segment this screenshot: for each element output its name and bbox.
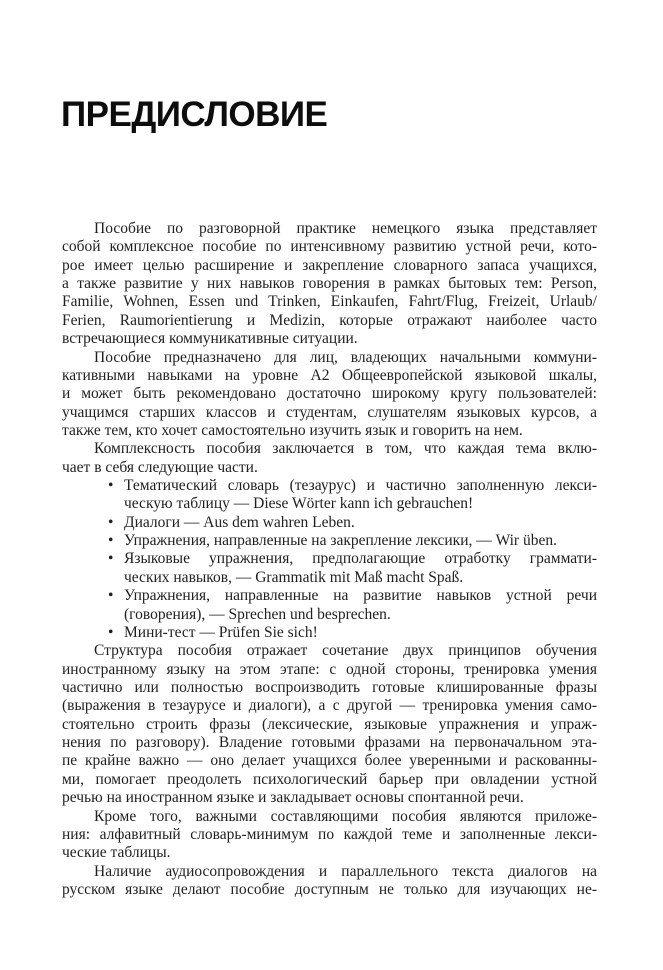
line-text: рое имеет целью расширение и закрепление словарного запаса учащихся, <box>62 256 597 274</box>
text-line <box>62 367 597 385</box>
bullet-item <box>62 532 597 550</box>
line-text: частично или полностью воспроизводить готовые клишированные фразы <box>62 678 597 696</box>
paragraph <box>62 642 597 807</box>
bullet-item <box>62 550 597 587</box>
line-text: нения по разговору). Владение готовыми фразами на первоначальном эта- <box>62 734 597 752</box>
line-text: Тематический словарь (тезаурус) и частично заполненную лекси- <box>124 477 597 495</box>
line-text: также тем, кто хочет самостоятельно изучить язык и говорить на нем. <box>62 421 523 439</box>
line-text: Мини-тест — Prüfen Sie sich! <box>124 623 318 641</box>
line-text: Пособие предназначено для лиц, владеющих начальными коммуни- <box>94 348 597 366</box>
text-line <box>62 514 597 532</box>
line-text: стоятельно строить фразы (лексические, языковые упражнения и упраж- <box>62 715 597 733</box>
text-line <box>62 532 597 550</box>
text-line <box>62 844 597 862</box>
text-line <box>62 238 597 256</box>
text-line <box>62 404 597 422</box>
text-line <box>62 349 597 367</box>
line-text: Упражнения, направленные на закрепление лексики, — Wir üben. <box>124 532 557 550</box>
line-text: Комплексность пособия заключается в том, что каждая тема вклю- <box>94 440 597 458</box>
line-text: ми, помогает преодолеть психологический барьер при овладении устной <box>62 770 597 788</box>
bullet-icon: • <box>108 623 114 641</box>
line-text: ческих навыков, — Grammatik mit Maß macht Spaß. <box>124 568 464 586</box>
line-text: ния: алфавитный словарь-минимум по каждой теме и заполненные лекси- <box>62 825 597 843</box>
text-line <box>62 697 597 715</box>
line-text: Наличие аудиосопровождения и параллельного текста диалогов на <box>94 862 597 880</box>
text-line <box>62 679 597 697</box>
text-line <box>62 220 597 238</box>
line-text: Структура пособия отражает сочетание двух принципов обучения <box>94 642 597 660</box>
text-line <box>62 330 597 348</box>
paragraph <box>62 220 597 349</box>
bullet-item <box>62 514 597 532</box>
text-line <box>62 789 597 807</box>
line-text: кативными навыками на уровне А2 Общеевропейской языковой шкалы, <box>62 366 597 384</box>
text-line <box>62 734 597 752</box>
text-line <box>62 440 597 458</box>
line-text: встречающиеся коммуникативные ситуации. <box>62 330 358 348</box>
bullet-item <box>62 477 597 514</box>
text-line <box>62 716 597 734</box>
text-line <box>62 550 597 568</box>
line-text: Упражнения, направленные на развитие навыков устной речи <box>124 587 597 605</box>
text-line <box>62 863 597 881</box>
line-text: ческую таблицу — Diese Wörter kann ich gebrauchen! <box>124 495 474 513</box>
paragraph <box>62 808 597 863</box>
page-title: ПРЕДИСЛОВИЕ <box>61 95 328 134</box>
text-line <box>62 257 597 275</box>
text-line <box>62 422 597 440</box>
line-text: Диалоги — Aus dem wahren Leben. <box>124 513 355 531</box>
line-text: учащимся старших классов и студентам, слушателям языковых курсов, а <box>62 403 597 421</box>
document-body <box>62 220 597 899</box>
line-text: Пособие по разговорной практике немецкого языка представляет <box>94 220 597 237</box>
text-line <box>62 808 597 826</box>
text-line <box>62 771 597 789</box>
paragraph <box>62 863 597 900</box>
bullet-item <box>62 587 597 624</box>
text-line <box>62 752 597 770</box>
line-text: собой комплексное пособие по интенсивному развитию устной речи, кото- <box>62 238 597 256</box>
line-text: чает в себя следующие части. <box>62 458 258 476</box>
line-text: Кроме того, важными составляющими пособия являются приложе- <box>94 807 597 825</box>
text-line <box>62 312 597 330</box>
text-line <box>62 606 597 624</box>
paragraph <box>62 440 597 477</box>
text-line <box>62 642 597 660</box>
bullet-icon: • <box>108 477 114 495</box>
line-text: (выражения в тезаурусе и диалоги), а с другой — тренировка умения само- <box>62 697 597 715</box>
line-text: пе крайне важно — оно делает учащихся более уверенными и раскованны- <box>62 752 597 770</box>
paragraph <box>62 349 597 441</box>
line-text: Ferien, Raumorientierung и Medizin, которые отражают наиболее часто <box>62 311 597 329</box>
text-line <box>62 569 597 587</box>
bullet-icon: • <box>108 532 114 550</box>
line-text: Familie, Wohnen, Essen und Trinken, Einkaufen, Fahrt/Flug, Freizeit, Urlaub/ <box>62 293 597 311</box>
text-line <box>62 293 597 311</box>
text-line <box>62 275 597 293</box>
text-line <box>62 495 597 513</box>
line-text: а также развитие у них навыков говорения в рамках бытовых тем: Person, <box>62 275 597 293</box>
bullet-item <box>62 624 597 642</box>
line-text: ческие таблицы. <box>62 844 171 862</box>
line-text: иностранному языку на этом этапе: с одной стороны, тренировка умения <box>62 660 597 678</box>
bullet-icon: • <box>108 513 114 531</box>
text-line <box>62 385 597 403</box>
text-line <box>62 881 597 899</box>
line-text: речью на иностранном языке и закладывает основы спонтанной речи. <box>62 789 524 807</box>
text-line <box>62 826 597 844</box>
text-line <box>62 459 597 477</box>
line-text: Языковые упражнения, предполагающие отработку граммати- <box>124 550 597 568</box>
text-line <box>62 624 597 642</box>
text-line <box>62 477 597 495</box>
bullet-icon: • <box>108 550 114 568</box>
text-line <box>62 661 597 679</box>
line-text: (говорения), — Sprechen und besprechen. <box>124 605 391 623</box>
text-line <box>62 587 597 605</box>
line-text: и может быть рекомендовано достаточно широкому кругу пользователей: <box>62 385 597 403</box>
line-text: русском языке делают пособие доступным не только для изучающих не- <box>62 880 597 898</box>
bullet-icon: • <box>108 587 114 605</box>
